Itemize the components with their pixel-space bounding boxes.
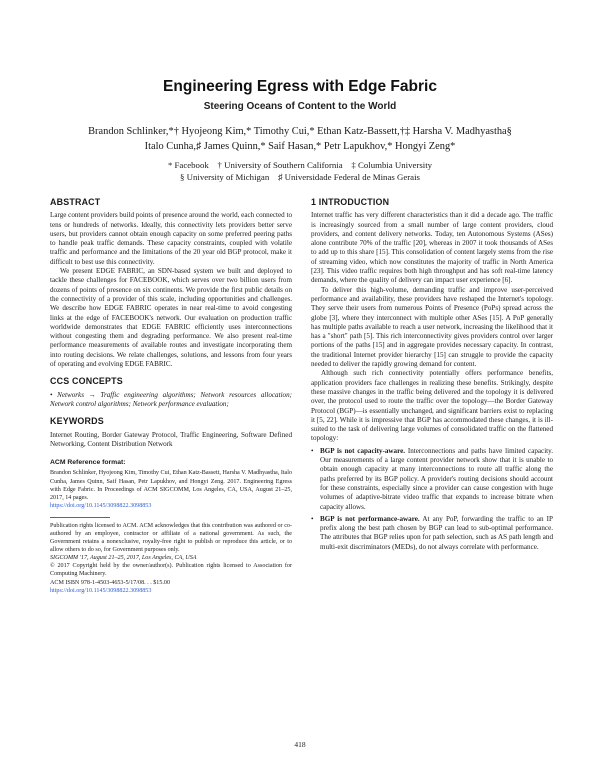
footnote-divider: [50, 517, 110, 518]
affiliation-line-1: * Facebook † University of Southern California ‡ Columbia University: [167, 160, 433, 170]
footnote-venue: SIGCOMM '17, August 21–25, 2017, Los Angeles, CA, USA: [50, 555, 197, 562]
page-number: 418: [294, 740, 306, 749]
footnote-isbn: ACM ISBN 978-1-4503-4653-5/17/08. . . $15.00: [50, 579, 171, 586]
abstract-paragraph-1: Large content providers build points of presence around the world, each connected to tens or hundreds of networks. Ideally, this connectivity lets providers better serve users, but providers cannot obtain enough capacity on some preferred peering paths to handle peak traffic demands. These capacity constraints, coupled with volatile traffic and performance and the limitations of the 20 year old BGP protocol, make it difficult to best use this connectivity.: [50, 211, 292, 266]
abstract-paragraph-2: We present EDGE FABRIC, an SDN-based system we built and deployed to tackle these challenges for FACEBOOK, which serves over two billion users from dozens of points of presence on six continents. We provide the first public details on the connectivity of a provider of this scale, including opportunities and challenges. We describe how EDGE FABRIC operates in near real-time to avoid congesting links at the edge of FACEBOOK's network. Our evaluation on production traffic worldwide demonstrates that EDGE FABRIC efficiently uses interconnections without congesting them and degrading performance. We also present real-time performance measurements of available routes and investigate incorporating them into routing decisions. We relate challenges, solutions, and lessons from four years of operating and evolving EDGE FABRIC.: [50, 267, 292, 369]
author-line-2: Italo Cunha,♯ James Quinn,* Saif Hasan,* Petr Lapukhov,* Hongyi Zeng*: [144, 141, 456, 152]
bullet-performance: [311, 515, 553, 552]
author-list: [40, 124, 560, 154]
bullet-capacity: [311, 447, 553, 512]
paper-title: Engineering Egress with Edge Fabric: [163, 78, 437, 95]
acm-reference-doi-link[interactable]: https://doi.org/10.1145/3098822.3098853: [50, 502, 152, 509]
footnote-rights: Publication rights licensed to ACM. ACM acknowledges that this contribution was authored or co-authored by an employee, contractor or affiliate of a national government. As such, the Government retains a nonexclusive, royalty-free right to publish or reproduce this article, or to allow others to do so, for Government purposes only.: [50, 522, 292, 554]
ccs-heading: CCS CONCEPTS: [50, 376, 123, 387]
introduction-paragraph-3: Although such rich connectivity potentially offers performance benefits, application providers face challenges in realizing these benefits. Strikingly, despite these massive changes in the traffic being delivered and the topology it is delivered over, the protocol used to route the traffic over the topology—the Border Gateway Protocol (BGP)—is essentially unchanged, and significant barriers exist to replacing it [5, 22]. While it is impressive that BGP has accommodated these changes, it is ill-suited to the task of delivering large volumes of consolidated traffic on the flattened topology:: [311, 369, 553, 443]
footnote-copyright: © 2017 Copyright held by the owner/author(s). Publication rights licensed to Association for Computing Machinery.: [50, 563, 292, 578]
footnote-doi-link[interactable]: https://doi.org/10.1145/3098822.3098853: [50, 587, 152, 594]
abstract-heading: ABSTRACT: [50, 197, 101, 207]
author-line-1: Brandon Schlinker,*† Hyojeong Kim,* Timothy Cui,* Ethan Katz-Bassett,†‡ Harsha V. Madhyastha§: [88, 126, 512, 137]
paper-subtitle: Steering Oceans of Content to the World: [203, 101, 397, 112]
affiliation-list: [40, 159, 560, 183]
bullet-capacity-text: Interconnections and paths have limited capacity. Our measurements of a large content provider network show that it is unable to obtain enough capacity at many interconnections to route all traffic along the paths preferred by its BGP policy. A provider's routing decisions should account for these constraints, especially since a provider can cause congestion with huge volumes of adaptive-bitrate video traffic that expands to increase bitrate when capacity allows.: [320, 446, 554, 511]
keywords-heading: KEYWORDS: [50, 416, 104, 427]
bullet-performance-heading: BGP is not performance-aware.: [320, 514, 420, 523]
introduction-paragraph-2: To deliver this high-volume, demanding traffic and improve user-perceived performance and availability, these providers have reshaped the Internet's topology. They serve their users from numerous Points of Presence (PoPs) spread across the globe [3], where they interconnect with multiple other ASes [15]. A PoP generally has multiple paths available to reach a user network, increasing the likelihood that it has a "short" path [5]. This rich interconnectivity gives providers control over larger portions of the paths [15] and in aggregate provides necessary capacity. In contrast, the traditional Internet provider hierarchy [15] can struggle to provide the capacity needed to deliver the rapidly growing demand for content.: [311, 285, 553, 369]
left-column: [50, 198, 292, 595]
right-column: [311, 198, 553, 552]
bullet-performance-text: At any PoP, forwarding the traffic to an IP prefix along the best path chosen by BGP can lead to sub-optimal performance. The attributes that BGP relies upon for path selection, such as AS path length and multi-exit discriminators (MEDs), do not always correlate with performance.: [320, 514, 553, 551]
acm-reference-text: Brandon Schlinker, Hyojeong Kim, Timothy Cui, Ethan Katz-Bassett, Harsha V. Madhyastha, Italo Cunha, James Quinn, Saif Hasan, Petr Lapukhov, and Hongyi Zeng. 2017. Engineering Egress with Edge Fabric. In Proceedings of ACM SIGCOMM, Los Angeles, CA, USA, August 21–25, 2017, 14 pages.: [50, 470, 292, 501]
affiliation-line-2: § University of Michigan ♯ Universidade Federal de Minas Gerais: [180, 172, 420, 182]
bullet-capacity-heading: BGP is not capacity-aware.: [320, 446, 406, 455]
keywords-text: Internet Routing, Border Gateway Protocol, Traffic Engineering, Software Defined Networking, Content Distribution Network: [50, 430, 292, 448]
acm-reference-heading: ACM Reference format:: [50, 459, 126, 467]
ccs-concepts: • Networks → Traffic engineering algorithms; Network resources allocation; Network control algorithms; Network performance evaluation;: [50, 390, 292, 408]
introduction-paragraph-1: Internet traffic has very different characteristics than it did a decade ago. The traffic is increasingly sourced from a small number of large content providers, cloud providers, and content delivery networks. Today, ten Autonomous Systems (ASes) alone contribute 70% of the traffic [20], whereas in 2007 it took thousands of ASes to add up to this share [15]. This consolidation of content largely stems from the rise of streaming video, which now constitutes the majority of traffic in North America [23]. This video traffic requires both high throughput and has soft real-time latency demands, where the quality of delivery can impact user experience [6].: [311, 211, 553, 285]
introduction-heading: 1 INTRODUCTION: [311, 197, 390, 207]
